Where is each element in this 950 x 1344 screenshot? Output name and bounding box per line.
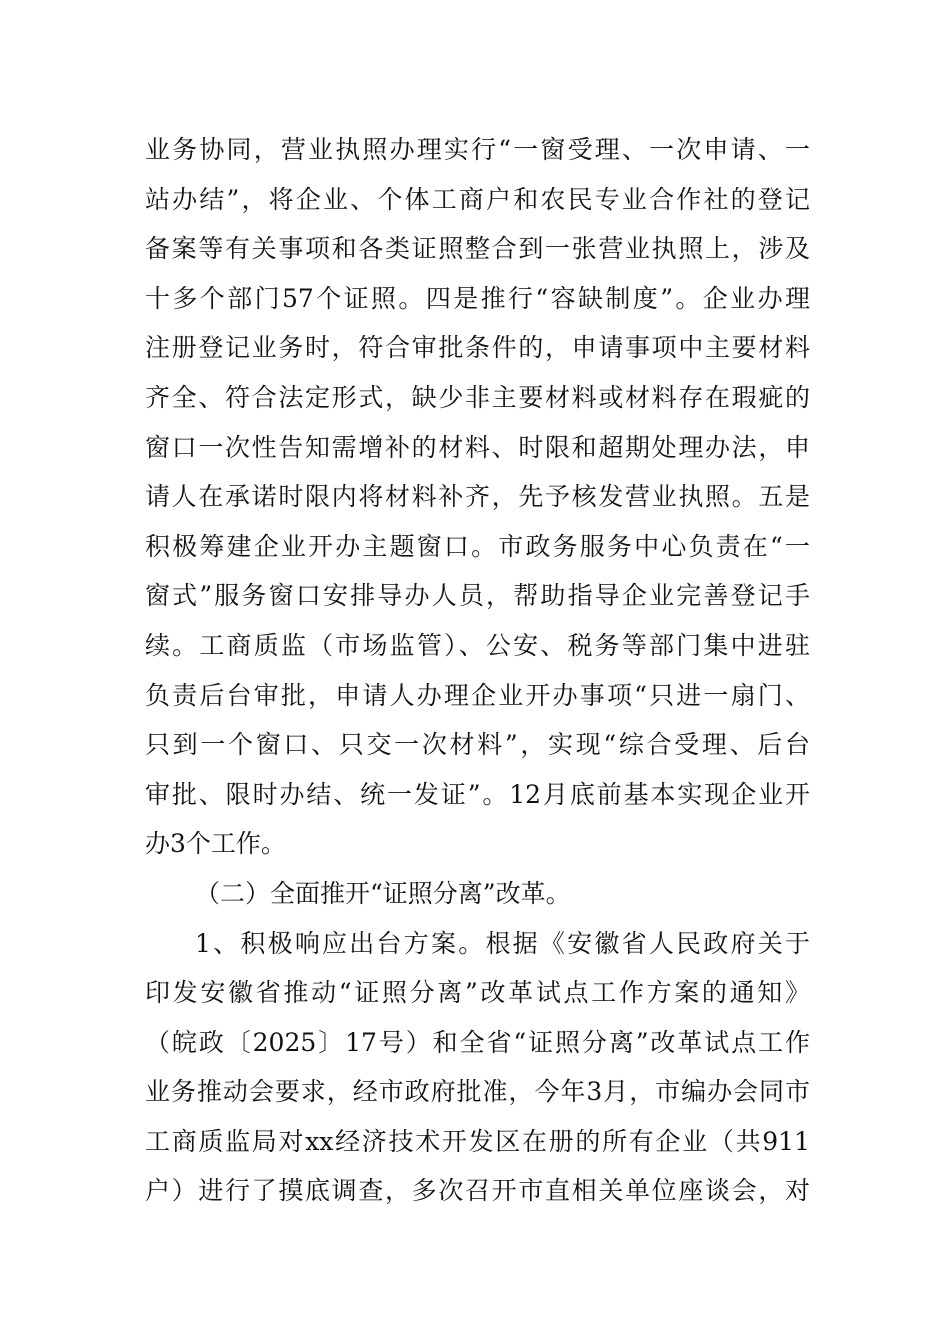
body-line-paragraph-start: 1、积极响应出台方案。根据《安徽省人民政府关于 [195, 928, 810, 958]
body-line: 备案等有关事项和各类证照整合到一张营业执照上，涉及 [145, 234, 810, 264]
body-line: 十多个部门57个证照。四是推行“容缺制度”。企业办理 [145, 283, 810, 313]
body-line: 负责后台审批，申请人办理企业开办事项“只进一扇门、 [145, 680, 810, 710]
body-line: 续。工商质监（市场监管）、公安、税务等部门集中进驻 [145, 630, 810, 660]
body-line: 积极筹建企业开办主题窗口。市政务服务中心负责在“一 [145, 531, 810, 561]
document-body [145, 125, 810, 1216]
body-line: 窗口一次性告知需增补的材料、时限和超期处理办法，申 [145, 432, 810, 462]
body-line: （皖政〔2025〕17号）和全省“证照分离”改革试点工作 [145, 1027, 810, 1057]
body-line: 齐全、符合法定形式，缺少非主要材料或材料存在瑕疵的 [145, 382, 810, 412]
body-line: 请人在承诺时限内将材料补齐，先予核发营业执照。五是 [145, 482, 810, 512]
section-heading: （二）全面推开“证照分离”改革。 [195, 878, 571, 908]
body-line: 业务协同，营业执照办理实行“一窗受理、一次申请、一 [145, 135, 810, 164]
body-line: 业务推动会要求，经市政府批准，今年3月，市编办会同市 [145, 1077, 810, 1107]
body-line: 审批、限时办结、统一发证”。12月底前基本实现企业开 [145, 779, 810, 809]
body-line: 注册登记业务时，符合审批条件的，申请事项中主要材料 [145, 333, 810, 363]
body-line: 户）进行了摸底调查，多次召开市直相关单位座谈会，对 [145, 1176, 810, 1206]
body-line: 只到一个窗口、只交一次材料”，实现“综合受理、后台 [145, 730, 810, 760]
body-line-paragraph-end: 办3个工作。 [145, 829, 286, 859]
body-line: 窗式”服务窗口安排导办人员，帮助指导企业完善登记手 [145, 581, 810, 611]
body-line: 工商质监局对xx经济技术开发区在册的所有企业（共911 [145, 1126, 810, 1156]
body-line: 印发安徽省推动“证照分离”改革试点工作方案的通知》 [145, 978, 810, 1008]
body-line: 站办结”，将企业、个体工商户和农民专业合作社的登记 [145, 184, 810, 214]
